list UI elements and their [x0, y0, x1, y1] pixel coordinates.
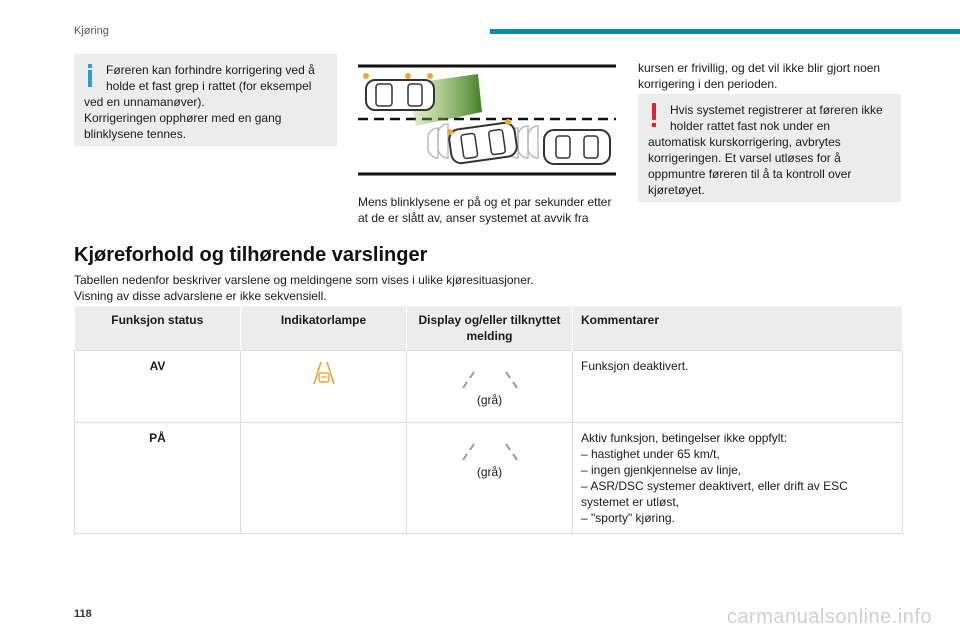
header-display: Display og/eller tilknyttet melding	[407, 306, 573, 351]
table-row	[75, 351, 903, 423]
row-comment: Funksjon deaktivert.	[573, 351, 903, 423]
comment-line: – hastighet under 65 km/t,	[581, 447, 720, 461]
intro-line-1: Tabellen nedenfor beskriver varslene og meldingene som vises i ulike kjøresituasjoner.	[74, 273, 534, 287]
comment-line: – ingen gjenkjennelse av linje,	[581, 463, 742, 477]
header-indicator: Indikatorlampe	[241, 306, 407, 351]
right-paragraph: kursen er frivillig, og det vil ikke blir gjort noen korrigering i den perioden.	[638, 61, 881, 91]
page-number: 118	[74, 608, 92, 620]
header-comments: Kommentarer	[573, 306, 903, 351]
comment-line: Aktiv funksjon, betingelser ikke oppfylt:	[581, 431, 788, 445]
row-status: PÅ	[75, 423, 241, 534]
watermark: carmanualsonline.info	[726, 606, 932, 628]
row-status: AV	[75, 351, 241, 423]
car-bottom-right	[544, 130, 610, 164]
info-text-1: Føreren kan forhindre korrigering ved å holde et fast grep i rattet (for eksempel ved en unnamanøver).	[84, 63, 315, 109]
section-accent-bar	[490, 29, 960, 34]
comment-line: – ASR/DSC systemer deaktivert, eller drift av ESC systemet er utløst,	[581, 479, 848, 509]
display-note: (grå)	[476, 393, 503, 407]
comment-line: – "sporty" kjøring.	[581, 511, 675, 525]
display-note: (grå)	[476, 465, 503, 479]
middle-paragraph: Mens blinklysene er på og et par sekunder etter at de er slått av, anser systemet at avvik fra	[358, 195, 612, 225]
lane-lines-grey-icon	[460, 440, 520, 460]
alerts-table	[74, 306, 903, 534]
info-icon	[84, 62, 106, 94]
header-status: Funksjon status	[75, 306, 241, 351]
intro-line-2: Visning av disse advarslene er ikke sekvensiell.	[74, 289, 327, 303]
row-display	[407, 351, 573, 423]
lane-keeping-illustration	[358, 62, 616, 178]
warning-text: Hvis systemet registrerer at føreren ikke holder rattet fast nok under en automatisk kurskorrigering, avbrytes korrigeringen. Et varsel utløses for å oppmuntre føreren til å ta kontroll over kjøretøyet.	[648, 103, 883, 197]
car-top	[363, 73, 434, 110]
warning-box	[638, 94, 901, 202]
section-title: Kjøring	[74, 25, 109, 37]
row-display	[407, 423, 573, 534]
info-text-2: Korrigeringen opphører med en gang blinklysene tennes.	[84, 111, 282, 141]
lane-assist-warning-icon	[311, 360, 337, 386]
row-indicator-empty	[241, 423, 407, 534]
table-header-row	[75, 306, 903, 351]
car-bottom-left	[447, 119, 518, 164]
lane-lines-grey-icon	[460, 368, 520, 388]
section-heading: Kjøreforhold og tilhørende varslinger	[74, 244, 428, 266]
row-comment	[573, 423, 903, 534]
info-box	[74, 54, 337, 146]
warning-icon	[648, 102, 670, 134]
row-indicator	[241, 351, 407, 423]
intro-text	[74, 272, 534, 304]
table-row	[75, 423, 903, 534]
